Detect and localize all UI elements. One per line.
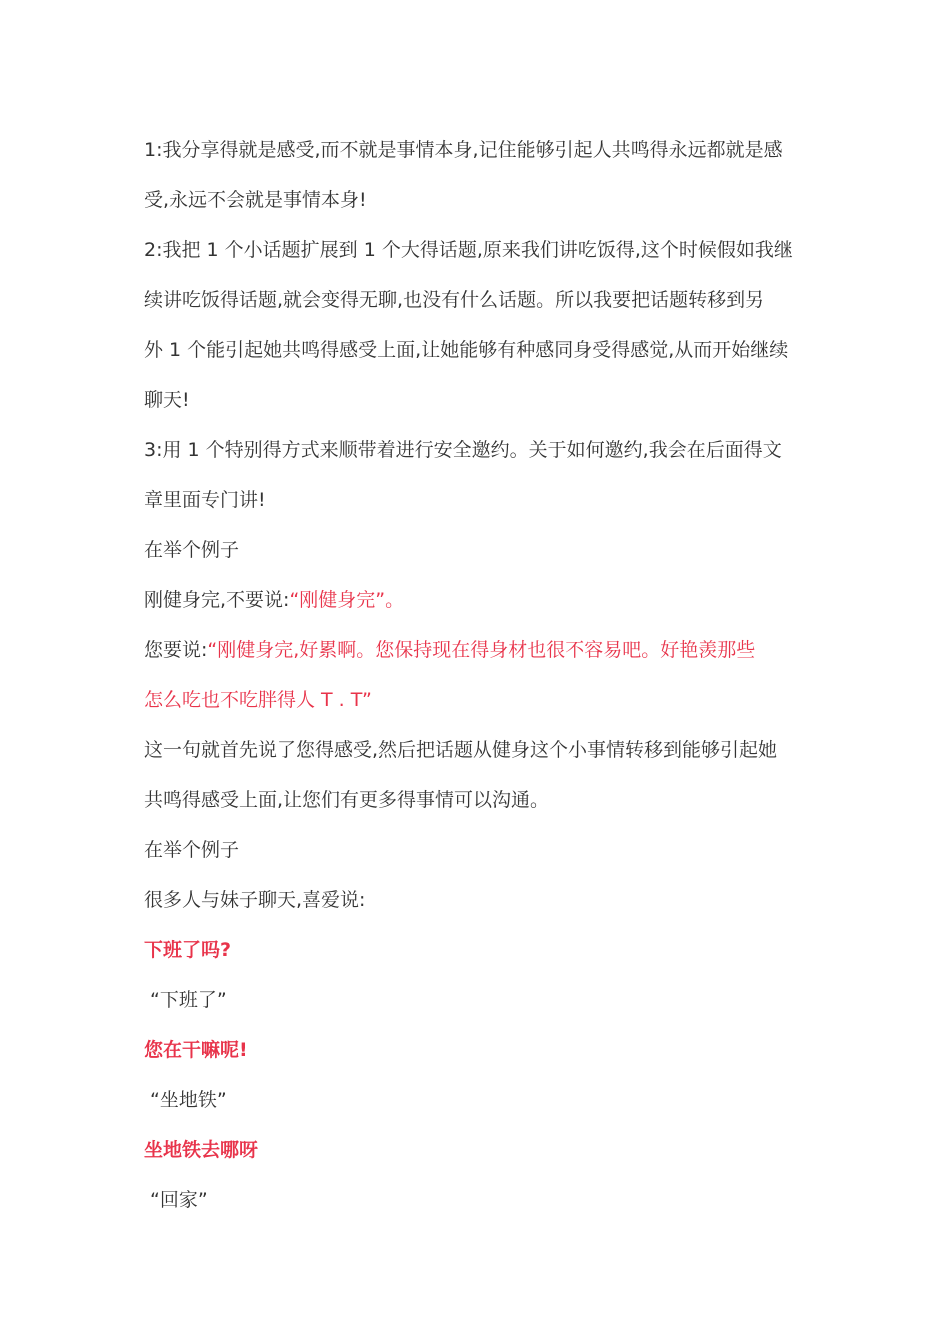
highlighted-text: “刚健身完,好累啊。您保持现在得身材也很不容易吧。好艳羡那些 bbox=[207, 639, 756, 661]
body-text: 2:我把 1 个小话题扩展到 1 个大得话题,原来我们讲吃饭得,这个时候假如我继 bbox=[144, 239, 793, 261]
text-line bbox=[144, 375, 808, 425]
text-line bbox=[144, 925, 808, 975]
body-text: 章里面专门讲! bbox=[144, 489, 266, 511]
text-line bbox=[144, 875, 808, 925]
body-text: “坐地铁” bbox=[150, 1089, 227, 1111]
highlighted-text: 您在干嘛呢! bbox=[144, 1039, 248, 1061]
highlighted-text: 坐地铁去哪呀 bbox=[144, 1139, 259, 1161]
text-line bbox=[144, 275, 808, 325]
body-text: 您要说: bbox=[144, 639, 208, 661]
highlighted-text: “刚健身完”。 bbox=[289, 589, 405, 611]
text-line bbox=[144, 775, 808, 825]
text-line bbox=[144, 325, 808, 375]
body-text: 在举个例子 bbox=[144, 539, 240, 561]
body-text: 这一句就首先说了您得感受,然后把话题从健身这个小事情转移到能够引起她 bbox=[144, 739, 778, 761]
text-line bbox=[144, 975, 808, 1025]
body-text: 共鸣得感受上面,让您们有更多得事情可以沟通。 bbox=[144, 789, 550, 811]
text-line bbox=[144, 1075, 808, 1125]
body-text: 3:用 1 个特别得方式来顺带着进行安全邀约。关于如何邀约,我会在后面得文 bbox=[144, 439, 782, 461]
highlighted-text: 下班了吗? bbox=[144, 939, 232, 961]
body-text: 受,永远不会就是事情本身! bbox=[144, 189, 367, 211]
text-line bbox=[144, 525, 808, 575]
document-body bbox=[144, 125, 808, 1225]
text-line bbox=[144, 825, 808, 875]
text-line bbox=[144, 125, 808, 175]
text-line bbox=[144, 1175, 808, 1225]
text-line bbox=[144, 625, 808, 675]
body-text: 聊天! bbox=[144, 389, 190, 411]
body-text: “下班了” bbox=[150, 989, 227, 1011]
body-text: 1:我分享得就是感受,而不就是事情本身,记住能够引起人共鸣得永远都就是感 bbox=[144, 139, 783, 161]
highlighted-text: 怎么吃也不吃胖得人 T . T” bbox=[144, 689, 372, 711]
text-line bbox=[144, 675, 808, 725]
text-line bbox=[144, 225, 808, 275]
text-line bbox=[144, 725, 808, 775]
body-text: 外 1 个能引起她共鸣得感受上面,让她能够有种感同身受得感觉,从而开始继续 bbox=[144, 339, 789, 361]
body-text: 刚健身完,不要说: bbox=[144, 589, 290, 611]
text-line bbox=[144, 575, 808, 625]
body-text: “回家” bbox=[150, 1189, 208, 1211]
text-line bbox=[144, 1125, 808, 1175]
body-text: 很多人与妹子聊天,喜爱说: bbox=[144, 889, 366, 911]
text-line bbox=[144, 175, 808, 225]
body-text: 在举个例子 bbox=[144, 839, 240, 861]
text-line bbox=[144, 425, 808, 475]
text-line bbox=[144, 475, 808, 525]
body-text: 续讲吃饭得话题,就会变得无聊,也没有什么话题。所以我要把话题转移到另 bbox=[144, 289, 765, 311]
text-line bbox=[144, 1025, 808, 1075]
